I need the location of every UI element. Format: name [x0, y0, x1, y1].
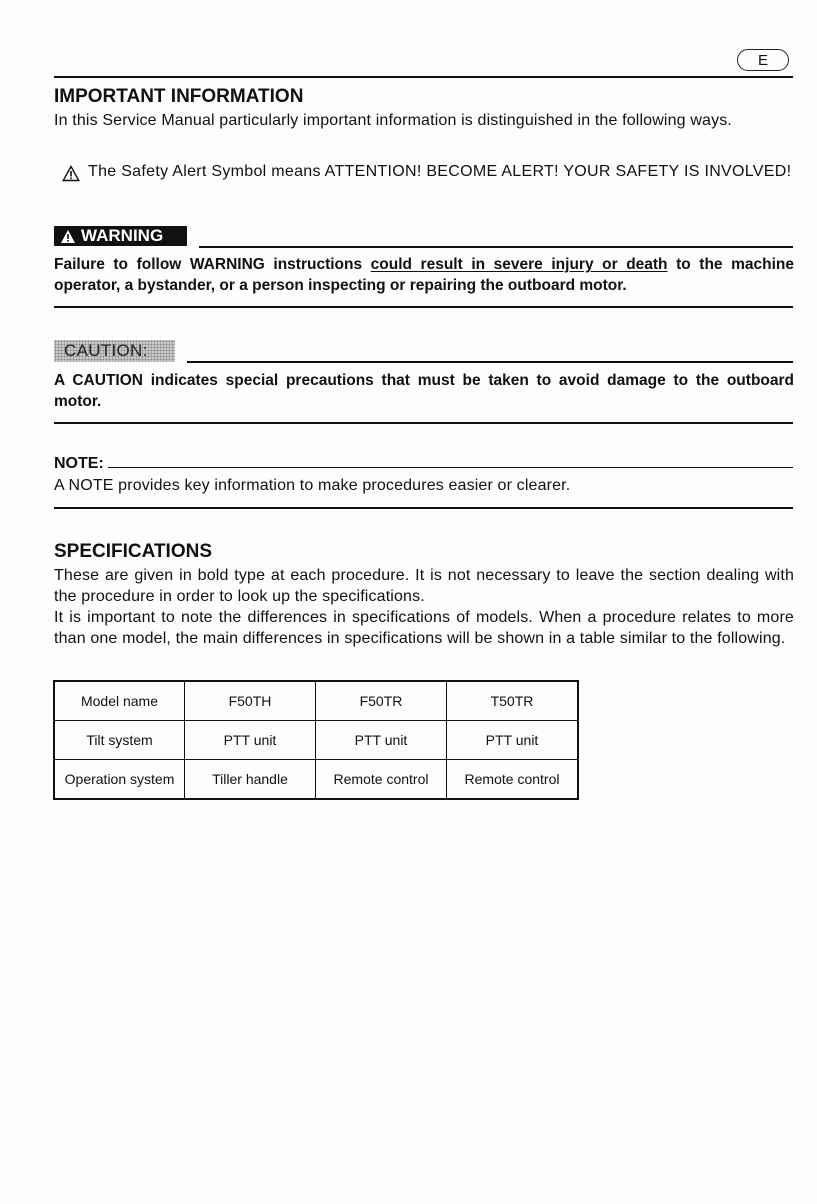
- warning-label-text: WARNING: [81, 226, 164, 245]
- table-cell: T50TR: [447, 681, 579, 721]
- caution-label: CAUTION:: [54, 340, 175, 362]
- caution-heading-rule: [187, 361, 793, 363]
- important-information-section: [54, 86, 794, 131]
- table-cell: F50TH: [185, 681, 316, 721]
- note-section: [54, 475, 794, 496]
- table-cell: PTT unit: [316, 721, 447, 760]
- warning-label: [54, 226, 187, 246]
- warning-section: [54, 254, 794, 296]
- table-row: [54, 721, 578, 760]
- note-end-rule: [54, 507, 793, 509]
- table-cell: Remote control: [447, 760, 579, 800]
- specifications-para-1: These are given in bold type at each procedure. It is not necessary to leave the section dealing with the procedure in order to look up the specifications.: [54, 567, 794, 605]
- warning-text-underlined: could result in severe injury or death: [370, 256, 668, 273]
- table-cell: Operation system: [54, 760, 185, 800]
- warning-text-end: to the machine operator, a bystander, or a person inspecting or repairing the outboard motor.: [54, 256, 794, 294]
- note-label: NOTE:: [54, 455, 104, 472]
- note-text: A NOTE provides key information to make procedures easier or clearer.: [54, 477, 571, 494]
- note-heading-rule: [108, 467, 793, 468]
- warning-triangle-icon: [60, 229, 76, 244]
- warning-heading-rule: [199, 246, 793, 248]
- safety-alert-text: The Safety Alert Symbol means ATTENTION! BECOME ALERT! YOUR SAFETY IS INVOLVED!: [88, 163, 792, 180]
- table-row: [54, 681, 578, 721]
- table-row: [54, 760, 578, 800]
- warning-text: [54, 254, 794, 296]
- table-cell: PTT unit: [185, 721, 316, 760]
- header-rule: [54, 76, 793, 78]
- specifications-section: [54, 541, 794, 649]
- table-cell: Tiller handle: [185, 760, 316, 800]
- safety-alert-row: [62, 162, 794, 187]
- table-cell: Tilt system: [54, 721, 185, 760]
- table-cell: Remote control: [316, 760, 447, 800]
- table-cell: Model name: [54, 681, 185, 721]
- specifications-para-2: It is important to note the differences in specifications of models. When a procedure relates to more than one model, the main differences in specifications will be shown in a table similar to the following.: [54, 609, 794, 647]
- warning-end-rule: [54, 306, 793, 308]
- caution-text: A CAUTION indicates special precautions that must be taken to avoid damage to the outboard motor.: [54, 372, 794, 410]
- table-cell: PTT unit: [447, 721, 579, 760]
- caution-end-rule: [54, 422, 793, 424]
- warning-triangle-icon: [62, 162, 88, 187]
- table-cell: F50TR: [316, 681, 447, 721]
- language-badge: E: [737, 49, 789, 71]
- specifications-title: SPECIFICATIONS: [54, 541, 212, 562]
- important-information-title: IMPORTANT INFORMATION: [54, 86, 304, 107]
- model-spec-table: [53, 680, 579, 800]
- caution-section: [54, 370, 794, 412]
- important-information-intro: In this Service Manual particularly important information is distinguished in the following ways.: [54, 112, 732, 129]
- warning-text-start: Failure to follow WARNING instructions: [54, 256, 371, 273]
